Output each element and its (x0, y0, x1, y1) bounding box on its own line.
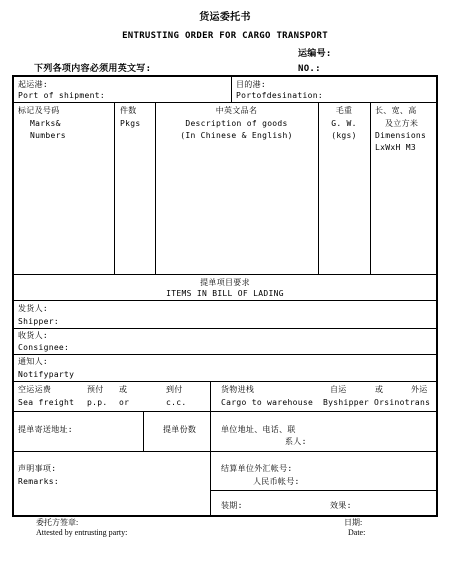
dimensions-header-cn-1: 长、宽、高 (375, 106, 417, 115)
attested-label-cn: 委托方签章: (36, 518, 79, 527)
departure-port-label-en: Port of shipment: (18, 91, 105, 100)
orsinotrans-label-cn: 外运 (411, 385, 428, 394)
delivery-row-bottom (12, 451, 438, 452)
bill-of-lading-title-bottom (12, 300, 438, 301)
loading-date-label: 装期: (221, 501, 243, 510)
waybill-number-label: 运编号: (298, 49, 332, 59)
dimensions-header-en-2: LxWxH M3 (375, 143, 416, 152)
packages-header-cn: 件数 (120, 106, 137, 115)
dimensions-header-cn-2: 及立方米 (385, 119, 419, 128)
or-label-cn: 或 (119, 385, 128, 394)
notify-row-bottom (12, 381, 438, 382)
notify-party-label-cn: 通知人: (18, 357, 49, 366)
goods-col-4-divider (370, 102, 371, 274)
english-instruction: 下列各项内容必须用英文写: (34, 64, 152, 74)
by-shipper-label-en: Byshipper (323, 398, 370, 407)
ports-column-divider (231, 75, 232, 102)
marks-header-en-1: Marks& (30, 119, 61, 128)
consignee-row-bottom (12, 354, 438, 355)
sea-freight-label-cn: 空运运费 (18, 385, 52, 394)
bl-copies-label: 提单份数 (163, 425, 197, 434)
date-label-cn: 日期: (344, 518, 363, 527)
shipper-label-cn: 发货人: (18, 304, 49, 313)
orsinotrans-label-en: Orsinotrans (374, 398, 431, 407)
by-shipper-label-cn: 自运 (330, 385, 347, 394)
collect-label-en: c.c. (166, 398, 187, 407)
destination-port-label-cn: 目的港: (236, 80, 267, 89)
freight-row-bottom (12, 411, 438, 412)
date-label-en: Date: (348, 528, 366, 537)
gross-weight-header-en-1: G. W. (331, 119, 357, 128)
or2-label-cn: 或 (375, 385, 384, 394)
remarks-label-cn: 声明事项: (18, 464, 57, 473)
delivery-col-1-divider (143, 411, 144, 451)
dimensions-header-en-1: Dimensions (375, 131, 427, 140)
bill-of-lading-title-cn: 提单项目要求 (200, 278, 250, 287)
ports-divider (12, 102, 438, 103)
goods-table-bottom (12, 274, 438, 275)
notify-party-label-en: Notifyparty (18, 370, 75, 379)
marks-header-en-2: Numbers (30, 131, 66, 140)
remarks-label-en: Remarks: (18, 477, 59, 486)
packages-header-en: Pkgs (120, 119, 141, 128)
rmb-account-label: 人民币帐号: (253, 477, 300, 486)
attested-label-en: Attested by entrusting party: (36, 528, 128, 537)
bill-of-lading-title-en: ITEMS IN BILL OF LADING (166, 289, 284, 298)
forex-account-label: 结算单位外汇帐号: (221, 464, 293, 473)
consignee-label-cn: 收货人: (18, 331, 49, 340)
shipper-row-bottom (12, 328, 438, 329)
goods-col-1-divider (114, 102, 115, 274)
destination-port-label-en: Portofdesination: (236, 91, 323, 100)
accounts-divider (210, 490, 438, 491)
title-chinese: 货运委托书 (199, 12, 251, 23)
bl-mailing-address-label: 提单寄送地址: (18, 425, 73, 434)
sea-freight-label-en: Sea freight (18, 398, 75, 407)
title-english: ENTRUSTING ORDER FOR CARGO TRANSPORT (122, 31, 328, 41)
departure-port-label-cn: 起运港: (18, 80, 49, 89)
cargo-to-warehouse-label-en: Cargo to warehouse (221, 398, 314, 407)
form-bottom-border (12, 515, 438, 517)
freight-column-divider (210, 381, 211, 411)
gross-weight-header-en-2: (kgs) (331, 131, 357, 140)
form-top-border (12, 75, 438, 77)
collect-label-cn: 到付 (166, 385, 183, 394)
shipper-label-en: Shipper: (18, 317, 59, 326)
company-address-label-1: 单位地址、电话、联 (221, 425, 296, 434)
gross-weight-header-cn: 毛重 (335, 106, 353, 115)
delivery-col-2-divider (210, 411, 211, 515)
description-header-cn: 中英文品名 (215, 106, 258, 115)
prepaid-label-cn: 预付 (87, 385, 104, 394)
company-address-label-2: 系人: (285, 437, 307, 446)
prepaid-label-en: p.p. (87, 398, 108, 407)
cargo-to-warehouse-label-cn: 货物进栈 (221, 385, 255, 394)
consignee-label-en: Consignee: (18, 343, 70, 352)
validity-label: 效果: (330, 501, 352, 510)
marks-header-cn: 标记及号码 (18, 106, 60, 115)
number-label: NO.: (298, 64, 321, 74)
or-label-en: or (119, 398, 130, 407)
description-header-en-2: (In Chinese & English) (180, 131, 293, 140)
description-header-en-1: Description of goods (185, 119, 288, 128)
